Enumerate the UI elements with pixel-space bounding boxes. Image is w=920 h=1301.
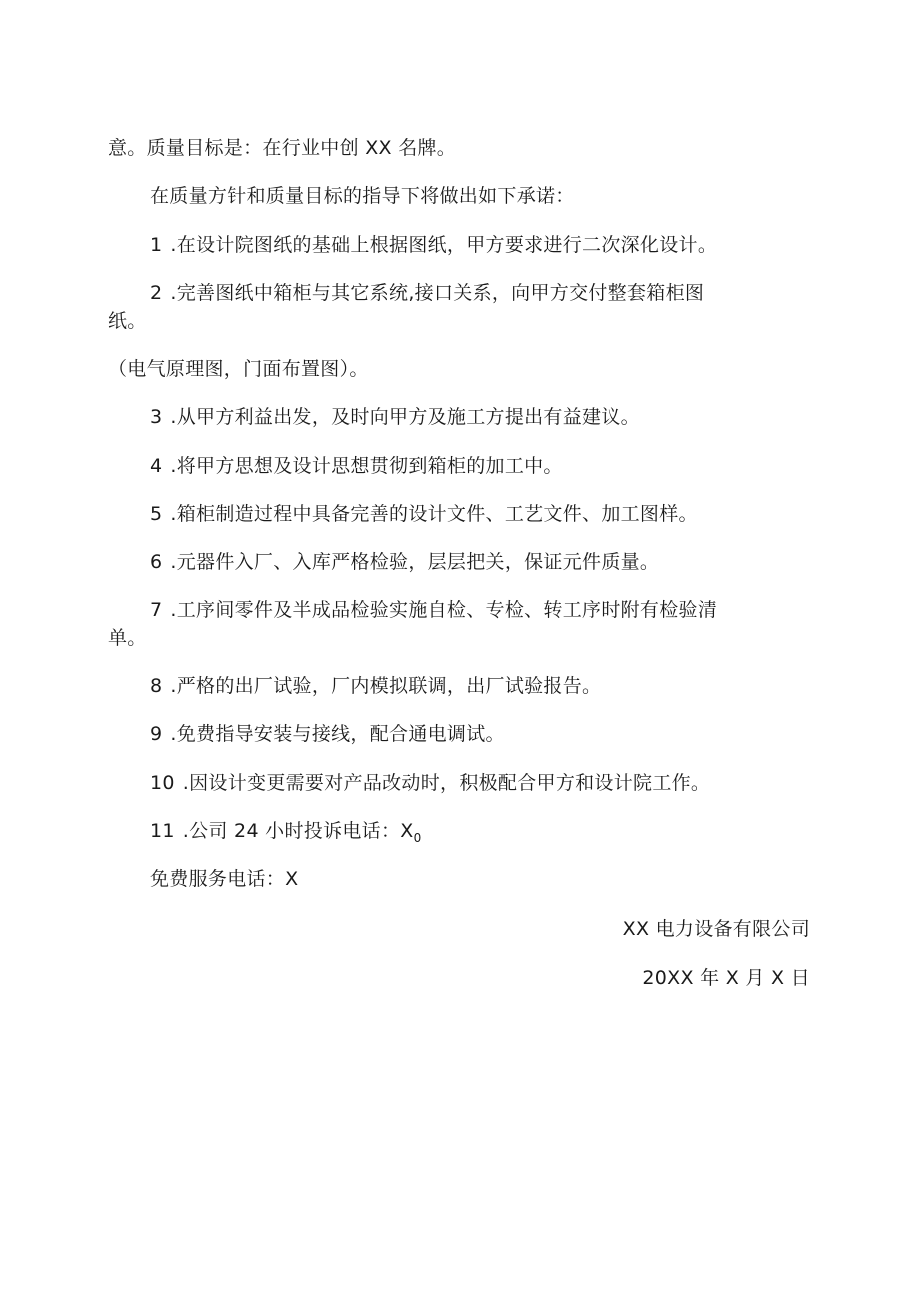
item-text: .公司 24 小时投诉电话：X xyxy=(182,820,414,842)
item-text: .工序间零件及半成品检验实施自检、专检、转工序时附有检验清 xyxy=(170,599,718,621)
commitment-item-1 xyxy=(150,233,717,257)
drawing-list-text: （电气原理图，门面布置图）。 xyxy=(108,358,369,380)
commitment-item-5 xyxy=(150,502,698,526)
company-name: XX 电力设备有限公司 xyxy=(622,918,810,940)
commitment-item-2-continuation: 纸。 xyxy=(108,310,147,332)
commitment-item-3 xyxy=(150,405,640,429)
item-text: .将甲方思想及设计思想贯彻到箱柜的加工中。 xyxy=(170,455,563,477)
item-number: 8 xyxy=(150,675,163,697)
item-number: 4 xyxy=(150,455,163,477)
item-text: .严格的出厂试验，厂内模拟联调，出厂试验报告。 xyxy=(170,675,602,697)
commitment-lead-text: 在质量方针和质量目标的指导下将做出如下承诺： xyxy=(150,185,575,207)
item-text: .因设计变更需要对产品改动时，积极配合甲方和设计院工作。 xyxy=(182,772,711,794)
commitment-item-7 xyxy=(150,598,717,622)
item-number: 1 xyxy=(150,234,163,256)
commitment-item-2 xyxy=(150,281,704,305)
item-text: .从甲方利益出发，及时向甲方及施工方提出有益建议。 xyxy=(170,406,640,428)
item-number: 2 xyxy=(150,282,163,304)
commitment-item-9 xyxy=(150,722,505,746)
item-number: 3 xyxy=(150,406,163,428)
item-number: 5 xyxy=(150,503,163,525)
commitment-item-4 xyxy=(150,454,563,478)
commitment-item-6 xyxy=(150,550,659,574)
item-text: .免费指导安装与接线，配合通电调试。 xyxy=(170,723,505,745)
item-text: .完善图纸中箱柜与其它系统,接口关系，向甲方交付整套箱柜图 xyxy=(170,282,705,304)
signature-date: 20XX 年 X 月 X 日 xyxy=(642,967,810,989)
commitment-item-8 xyxy=(150,674,601,698)
item-number: 7 xyxy=(150,599,163,621)
item-text: .在设计院图纸的基础上根据图纸，甲方要求进行二次深化设计。 xyxy=(170,234,718,256)
commitment-item-11 xyxy=(150,819,422,850)
free-service-phone: 免费服务电话：X xyxy=(150,868,299,890)
intro-tail-text: 意。质量目标是：在行业中创 XX 名牌。 xyxy=(108,137,457,159)
item-number: 6 xyxy=(150,551,163,573)
commitment-item-7-continuation: 单。 xyxy=(108,627,147,649)
item-number: 11 xyxy=(150,820,175,842)
item-number: 10 xyxy=(150,772,175,794)
subscript-zero: 0 xyxy=(413,831,422,845)
item-text: .箱柜制造过程中具备完善的设计文件、工艺文件、加工图样。 xyxy=(170,503,698,525)
item-text: .元器件入厂、入库严格检验，层层把关，保证元件质量。 xyxy=(170,551,660,573)
item-number: 9 xyxy=(150,723,163,745)
commitment-item-10 xyxy=(150,771,710,795)
